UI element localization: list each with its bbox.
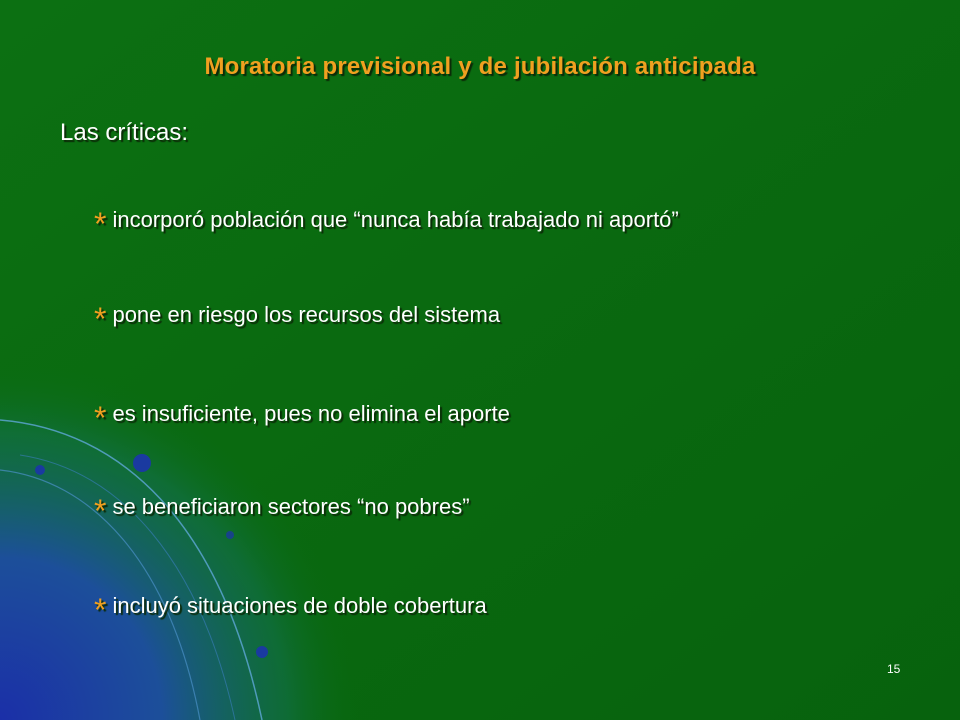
bullet-text: incorporó población que “nunca había trabajado ni aportó” [112, 207, 679, 232]
bullet-marker: * [94, 400, 107, 436]
bullet-item [94, 591, 487, 628]
bullet-marker: * [94, 592, 107, 628]
bullet-item [94, 492, 470, 529]
bullet-text: incluyó situaciones de doble cobertura [112, 593, 487, 618]
bullet-marker: * [94, 493, 107, 529]
slide-subtitle: Las críticas: [60, 119, 189, 146]
bullet-text: es insuficiente, pues no elimina el aporte [112, 401, 510, 426]
bullet-text: se beneficiaron sectores “no pobres” [112, 494, 470, 519]
bullet-text: pone en riesgo los recursos del sistema [112, 302, 501, 327]
slide-title: Moratoria previsional y de jubilación anticipada [204, 53, 756, 80]
bullet-item [94, 300, 501, 337]
bullet-item [94, 205, 679, 242]
bullet-marker: * [94, 206, 107, 242]
bullet-item [94, 399, 510, 436]
page-number: 15 [887, 662, 901, 676]
bullet-marker: * [94, 301, 107, 337]
